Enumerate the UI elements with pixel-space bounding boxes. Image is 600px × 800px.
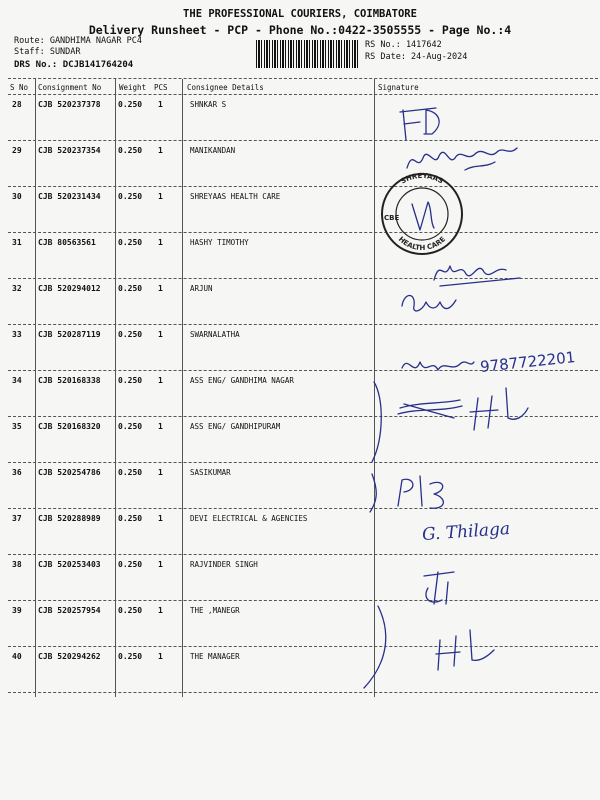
row-consignee: SWARNALATHA — [190, 330, 240, 339]
row-pcs: 1 — [158, 330, 163, 339]
row-sno: 31 — [12, 238, 22, 247]
row-consignee: RAJVINDER SINGH — [190, 560, 258, 569]
row-pcs: 1 — [158, 376, 163, 385]
row-weight: 0.250 — [118, 100, 143, 109]
signature-36 — [368, 470, 468, 519]
row-consignment-no: CJB 520257954 — [38, 606, 101, 615]
route-label: Route: GANDHIMA NAGAR PC4 — [14, 36, 142, 46]
row-consignment-no: CJB 520231434 — [38, 192, 101, 201]
staff-label: Staff: SUNDAR — [14, 47, 81, 57]
row-consignment-no: CJB 520294012 — [38, 284, 101, 293]
row-sno: 36 — [12, 468, 22, 477]
row-consignee: SHNKAR S — [190, 100, 227, 109]
runsheet-title: Delivery Runsheet - PCP - Phone No.:0422-3505555 - Page No.:4 — [88, 23, 512, 37]
row-consignee: SHREYAAS HEALTH CARE — [190, 192, 281, 201]
row-pcs: 1 — [158, 422, 163, 431]
row-consignee: MANIKANDAN — [190, 146, 236, 155]
col-signature: Signature — [378, 83, 419, 92]
row-consignment-no: CJB 520237354 — [38, 146, 101, 155]
col-sno: S No — [10, 83, 29, 92]
row-consignment-no: CJB 520237378 — [38, 100, 101, 109]
rs-date: RS Date: 24-Aug-2024 — [365, 52, 468, 62]
row-pcs: 1 — [158, 146, 163, 155]
row-sno: 33 — [12, 330, 22, 339]
row-pcs: 1 — [158, 652, 163, 661]
row-weight: 0.250 — [118, 238, 143, 247]
row-sno: 30 — [12, 192, 22, 201]
row-consignee: DEVI ELECTRICAL & AGENCIES — [190, 514, 308, 523]
handwritten-name-thilaga: G. Thilaga — [421, 518, 511, 546]
row-separator — [8, 186, 598, 187]
row-separator — [8, 324, 598, 325]
company-name: THE PROFESSIONAL COURIERS, COIMBATORE — [183, 8, 417, 20]
row-weight: 0.250 — [118, 560, 143, 569]
row-consignment-no: CJB 520254786 — [38, 468, 101, 477]
row-weight: 0.250 — [118, 146, 143, 155]
row-weight: 0.250 — [118, 284, 143, 293]
row-consignee: SASIKUMAR — [190, 468, 231, 477]
row-sno: 28 — [12, 100, 22, 109]
row-weight: 0.250 — [118, 422, 143, 431]
row-consignee: ASS ENG/ GANDHIPURAM — [190, 422, 281, 431]
col-pcs: PCS — [154, 83, 168, 92]
row-sno: 38 — [12, 560, 22, 569]
column-divider — [182, 79, 183, 697]
svg-text:SHREYAAS — [399, 172, 444, 186]
row-separator — [8, 554, 598, 555]
row-sno: 39 — [12, 606, 22, 615]
row-sno: 35 — [12, 422, 22, 431]
row-pcs: 1 — [158, 514, 163, 523]
rs-number: RS No.: 1417642 — [365, 40, 442, 50]
row-sno: 37 — [12, 514, 22, 523]
row-consignment-no: CJB 520168320 — [38, 422, 101, 431]
row-consignment-no: CJB 520294262 — [38, 652, 101, 661]
row-sno: 32 — [12, 284, 22, 293]
row-pcs: 1 — [158, 606, 163, 615]
col-consignment: Consignment No — [38, 83, 102, 92]
row-consignment-no: CJB 80563561 — [38, 238, 96, 247]
header-rule — [8, 94, 598, 95]
row-sno: 34 — [12, 376, 22, 385]
row-consignee: ASS ENG/ GANDHIMA NAGAR — [190, 376, 294, 385]
row-weight: 0.250 — [118, 652, 143, 661]
column-divider — [35, 79, 36, 697]
row-consignee: THE MANAGER — [190, 652, 240, 661]
row-consignee: HASHY TIMOTHY — [190, 238, 249, 247]
drs-number: DRS No.: DCJB141764204 — [14, 60, 134, 70]
row-weight: 0.250 — [118, 514, 143, 523]
signature-39-40 — [360, 600, 510, 694]
col-consignee: Consignee Details — [187, 83, 264, 92]
stamp-top-text: SHREYAAS — [399, 171, 445, 186]
row-consignment-no: CJB 520288989 — [38, 514, 101, 523]
row-separator — [8, 508, 598, 509]
row-consignee: ARJUN — [190, 284, 213, 293]
row-pcs: 1 — [158, 238, 163, 247]
shreyaas-stamp — [372, 168, 472, 262]
row-pcs: 1 — [158, 192, 163, 201]
row-consignee: THE ,MANEGR — [190, 606, 240, 615]
row-pcs: 1 — [158, 468, 163, 477]
column-divider — [115, 79, 116, 697]
row-separator — [8, 232, 598, 233]
row-consignment-no: CJB 520287119 — [38, 330, 101, 339]
col-weight: Weight — [119, 83, 147, 92]
row-sno: 29 — [12, 146, 22, 155]
signature-34-35 — [370, 378, 530, 472]
row-weight: 0.250 — [118, 468, 143, 477]
row-consignment-no: CJB 520168338 — [38, 376, 101, 385]
stamp-left-text: CBE — [384, 214, 400, 222]
row-pcs: 1 — [158, 100, 163, 109]
row-weight: 0.250 — [118, 192, 143, 201]
row-sno: 40 — [12, 652, 22, 661]
row-weight: 0.250 — [118, 330, 143, 339]
row-pcs: 1 — [158, 560, 163, 569]
row-consignment-no: CJB 520253403 — [38, 560, 101, 569]
barcode — [256, 40, 358, 68]
signature-32 — [398, 288, 468, 322]
handwritten-phone: 9787722201 — [479, 348, 577, 376]
stamp-bottom-text: HEALTH CARE — [396, 235, 448, 253]
row-pcs: 1 — [158, 284, 163, 293]
row-weight: 0.250 — [118, 376, 143, 385]
row-weight: 0.250 — [118, 606, 143, 615]
table-top-rule — [8, 78, 598, 79]
